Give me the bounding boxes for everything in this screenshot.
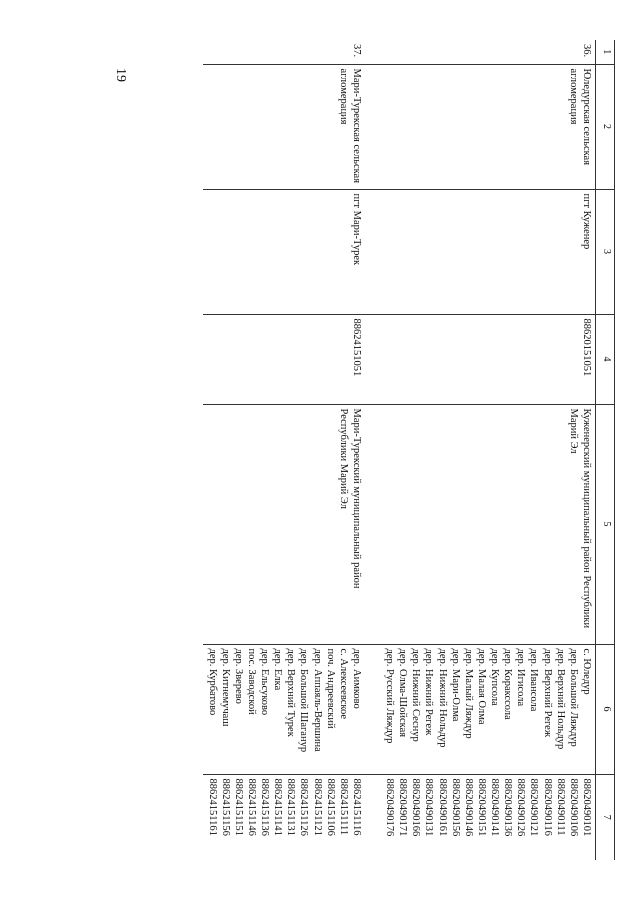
column-header: 1 [596, 40, 615, 64]
spacer-cell [365, 644, 381, 774]
settlement-code: 88624151121 [311, 778, 323, 836]
settlement-name: с. Алексеевское [337, 648, 349, 720]
agglomeration-name: Юледурская сельская агломерация [381, 64, 596, 189]
settlement-code: 88624151106 [324, 778, 336, 836]
settlement-name: дер. Аимково [351, 648, 362, 709]
column-header: 6 [596, 644, 615, 774]
settlement-name: дер. Русский Ляждур [384, 648, 396, 744]
settlement-code: 88620490111 [554, 778, 566, 836]
settlement-name: пос. Заводской [246, 648, 257, 715]
settlement-name: дер. Купсола [489, 648, 501, 706]
settlement-name: дер. Аппаяль-Вершина [311, 648, 323, 752]
codes-list [204, 774, 366, 860]
settlement-code: 88624151141 [272, 778, 284, 836]
settlement-name: дер. Верхний Регеж [541, 648, 553, 738]
column-header: 4 [596, 314, 615, 404]
settlement-code: 88620490171 [397, 778, 409, 837]
district-name: Куженерский муниципальный район Республики Марий Эл [381, 404, 596, 644]
spacer-cell [365, 314, 381, 404]
settlement-code: 88624151151 [232, 778, 244, 836]
settlement-code: 88624151111 [337, 778, 349, 836]
settlement-code: 88624151136 [259, 778, 271, 836]
settlement-code: 88624151161 [206, 778, 218, 836]
settlement-name: дер. Нижний Сеснур [410, 648, 422, 742]
settlement-code: 88620490116 [541, 778, 553, 836]
settlement-name: дер. Нижний Регеж [423, 648, 435, 736]
table-row [381, 40, 596, 860]
spacer-cell [365, 774, 381, 860]
settlement-code: 88620490166 [410, 778, 422, 837]
settlement-code: 88624151126 [298, 778, 310, 836]
spacer-cell [365, 404, 381, 644]
settlement-name: дер. Игисола [515, 648, 527, 707]
settlement-code: 88624151156 [219, 778, 231, 836]
settlement-name: дер. Большой Ляждур [567, 648, 579, 747]
spacer-cell [365, 40, 381, 64]
settlement-name: дер. Верхний Нольдур [554, 648, 566, 750]
settlement-code: 88620490161 [436, 778, 448, 837]
settlement-code: 88624151146 [246, 778, 257, 836]
settlement-code: 88620490156 [449, 778, 461, 837]
settlement-code: 88620490121 [528, 778, 540, 837]
settlement-name: дер. Коракссола [502, 648, 514, 720]
column-header: 7 [596, 774, 615, 860]
agglomeration-name: Мари-Турекская сельская агломерация [204, 64, 366, 189]
settlement-code: 88620490136 [502, 778, 514, 837]
column-header: 2 [596, 64, 615, 189]
settlement-code: 88620490176 [384, 778, 396, 837]
settlement-name: поч. Андреевский [324, 648, 336, 729]
spacer-cell [365, 189, 381, 314]
settlement-code: 88624151131 [285, 778, 297, 836]
settlement-code: 88620490146 [462, 778, 474, 837]
codes-list [381, 774, 596, 860]
column-header: 5 [596, 404, 615, 644]
settlement-code: 88624151116 [351, 778, 362, 836]
spacer-cell [365, 64, 381, 189]
row-number: 37. [351, 44, 362, 58]
center-name: пгт Куженер [381, 189, 596, 314]
settlement-name: дер. Верхний Турек [285, 648, 297, 737]
column-header: 3 [596, 189, 615, 314]
page-number: 19 [113, 68, 128, 82]
settlement-code: 88620490101 [581, 778, 592, 837]
settlement-name: дер. Курбатово [206, 648, 218, 716]
rotated-table-container [115, 40, 615, 860]
center-code: 88624151051 [204, 314, 366, 404]
header-row [596, 40, 615, 860]
settlement-code: 88620490141 [489, 778, 501, 837]
settlement-name: дер. Большой Шаганур [298, 648, 310, 753]
settlement-name: дер. Мари-Олма [449, 648, 461, 722]
settlement-name: дер. Нижний Нольдур [436, 648, 448, 748]
table-row [204, 40, 366, 860]
settlement-name: дер. Малый Ляждур [462, 648, 474, 739]
settlement-name: дер. Олма-Шойская [397, 648, 409, 738]
settlement-name: дер. Китнемучаш [219, 648, 231, 727]
settlement-name: дер. Зверево [232, 648, 244, 704]
settlement-code: 88620490131 [423, 778, 435, 837]
settlement-code: 88620490126 [515, 778, 527, 837]
district-name: Мари-Турекский муниципальный район Республики Марий Эл [204, 404, 366, 644]
settlement-code: 88620490151 [476, 778, 487, 837]
settlement-name: дер. Ельсуково [259, 648, 271, 716]
settlement-name: с. Юледур [581, 648, 592, 695]
row-spacer [365, 40, 381, 860]
settlement-name: дер. Ивансола [528, 648, 540, 712]
row-number: 36. [581, 44, 592, 58]
settlements-table [204, 40, 616, 860]
settlement-name: дер. Малая Олма [476, 648, 487, 725]
settlement-code: 88620490106 [567, 778, 579, 837]
settlements-list [204, 644, 366, 774]
center-code: 88620151051 [381, 314, 596, 404]
center-name: пгт Мари-Турек [204, 189, 366, 314]
settlement-name: дер. Елка [272, 648, 284, 691]
settlements-list [381, 644, 596, 774]
